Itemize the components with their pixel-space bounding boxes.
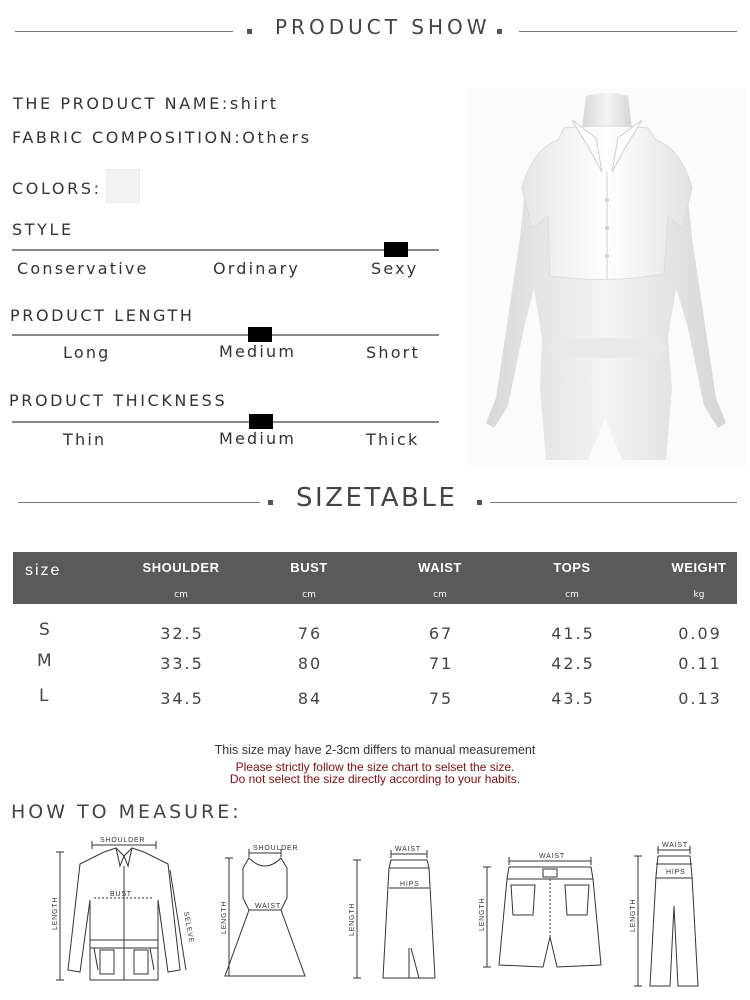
table-row-size-m: M [37, 651, 52, 671]
skirt-waist-label: WAIST [395, 846, 421, 853]
dress-measure-diagram [215, 838, 315, 988]
bust-unit: cm [302, 590, 316, 600]
waist-column-header: WAIST [418, 560, 462, 575]
style-option-sexy: Sexy [371, 259, 419, 278]
length-scale-bar [12, 334, 439, 336]
shirt-shoulder-label: SHOULDER [100, 837, 146, 844]
sizetable-dot-left [268, 500, 273, 505]
dress-length-label: LENGTH [221, 900, 228, 934]
skirt-length-label: LENGTH [349, 902, 356, 936]
thickness-option-thin: Thin [63, 430, 107, 449]
table-cell: 34.5 [160, 689, 204, 708]
weight-column-header: WEIGHT [671, 560, 727, 575]
product-length-label: PRODUCT LENGTH [10, 306, 195, 325]
shirt-measure-diagram [44, 830, 204, 990]
weight-unit: kg [693, 590, 705, 600]
style-marker-sexy [384, 242, 408, 257]
table-cell: 84 [297, 689, 323, 708]
shorts-measure-diagram [475, 845, 615, 975]
how-to-measure-title: HOW TO MEASURE: [11, 801, 242, 823]
thickness-scale-bar [12, 421, 439, 423]
table-cell: 80 [297, 654, 323, 673]
dress-waist-label: WAIST [255, 903, 281, 910]
shirt-bust-label: BUST [110, 891, 132, 898]
pants-hips-label: HIPS [666, 869, 686, 876]
table-cell: 0.09 [678, 624, 722, 643]
fabric-composition-label: FABRIC COMPOSITION:Others [12, 128, 312, 147]
waist-unit: cm [433, 590, 447, 600]
tops-unit: cm [565, 590, 579, 600]
size-table-header [13, 552, 737, 604]
style-label: STYLE [12, 220, 74, 239]
length-option-medium: Medium [219, 342, 297, 361]
shoulder-unit: cm [174, 590, 188, 600]
shoulder-column-header: SHOULDER [142, 560, 220, 575]
table-cell: 33.5 [160, 654, 204, 673]
table-cell: 71 [428, 654, 454, 673]
length-marker-medium [248, 327, 272, 342]
pants-waist-label: WAIST [662, 842, 688, 849]
sizetable-rule-left [18, 502, 260, 503]
skirt-hips-label: HIPS [400, 881, 420, 888]
style-scale-bar [12, 249, 439, 251]
length-option-short: Short [366, 343, 420, 362]
thickness-marker-medium [249, 414, 273, 429]
header-dot-right [497, 29, 502, 34]
shirt-length-label: LENGTH [52, 896, 59, 930]
colors-label: COLORS: [12, 179, 102, 198]
style-option-conservative: Conservative [17, 259, 149, 278]
table-cell: 0.11 [678, 654, 722, 673]
shirt-sleeve-label: SELEVE [182, 911, 195, 944]
shorts-length-label: LENGTH [479, 897, 486, 931]
shorts-waist-label: WAIST [539, 853, 565, 860]
table-cell: 32.5 [160, 624, 204, 643]
table-cell: 42.5 [551, 654, 595, 673]
size-warning-2: Do not select the size directly according to your habits. [229, 772, 521, 786]
style-option-ordinary: Ordinary [213, 259, 301, 278]
bust-column-header: BUST [290, 560, 328, 575]
pants-length-label: LENGTH [630, 898, 637, 932]
sizetable-dot-right [477, 500, 482, 505]
pants-measure-diagram [624, 836, 724, 996]
thickness-option-medium: Medium [219, 429, 297, 448]
header-rule-right [519, 31, 737, 32]
thickness-option-thick: Thick [366, 430, 420, 449]
sizetable-title: SIZETABLE [296, 483, 458, 513]
product-thickness-label: PRODUCT THICKNESS [9, 391, 228, 410]
measurement-note: This size may have 2-3cm differs to manual measurement [214, 743, 536, 757]
table-cell: 41.5 [551, 624, 595, 643]
color-swatch-white[interactable] [106, 169, 140, 203]
table-row-size-l: L [39, 686, 49, 706]
table-row-size-s: S [39, 620, 50, 640]
sizetable-rule-right [490, 502, 737, 503]
product-name-label: THE PRODUCT NAME:shirt [13, 94, 279, 113]
header-rule-left [15, 31, 233, 32]
product-photo-mannequin [468, 88, 746, 466]
table-cell: 76 [297, 624, 323, 643]
size-warning-1: Please strictly follow the size chart to selset the size. [235, 760, 515, 774]
length-option-long: Long [63, 343, 111, 362]
product-show-title: PRODUCT SHOW [275, 15, 491, 39]
table-cell: 67 [428, 624, 454, 643]
header-dot-left [247, 29, 252, 34]
table-cell: 43.5 [551, 689, 595, 708]
table-cell: 0.13 [678, 689, 722, 708]
dress-shoulder-label: SHOULDER [253, 845, 299, 852]
size-column-header: size [25, 562, 62, 579]
skirt-measure-diagram [345, 838, 445, 988]
table-cell: 75 [428, 689, 454, 708]
tops-column-header: TOPS [553, 560, 591, 575]
